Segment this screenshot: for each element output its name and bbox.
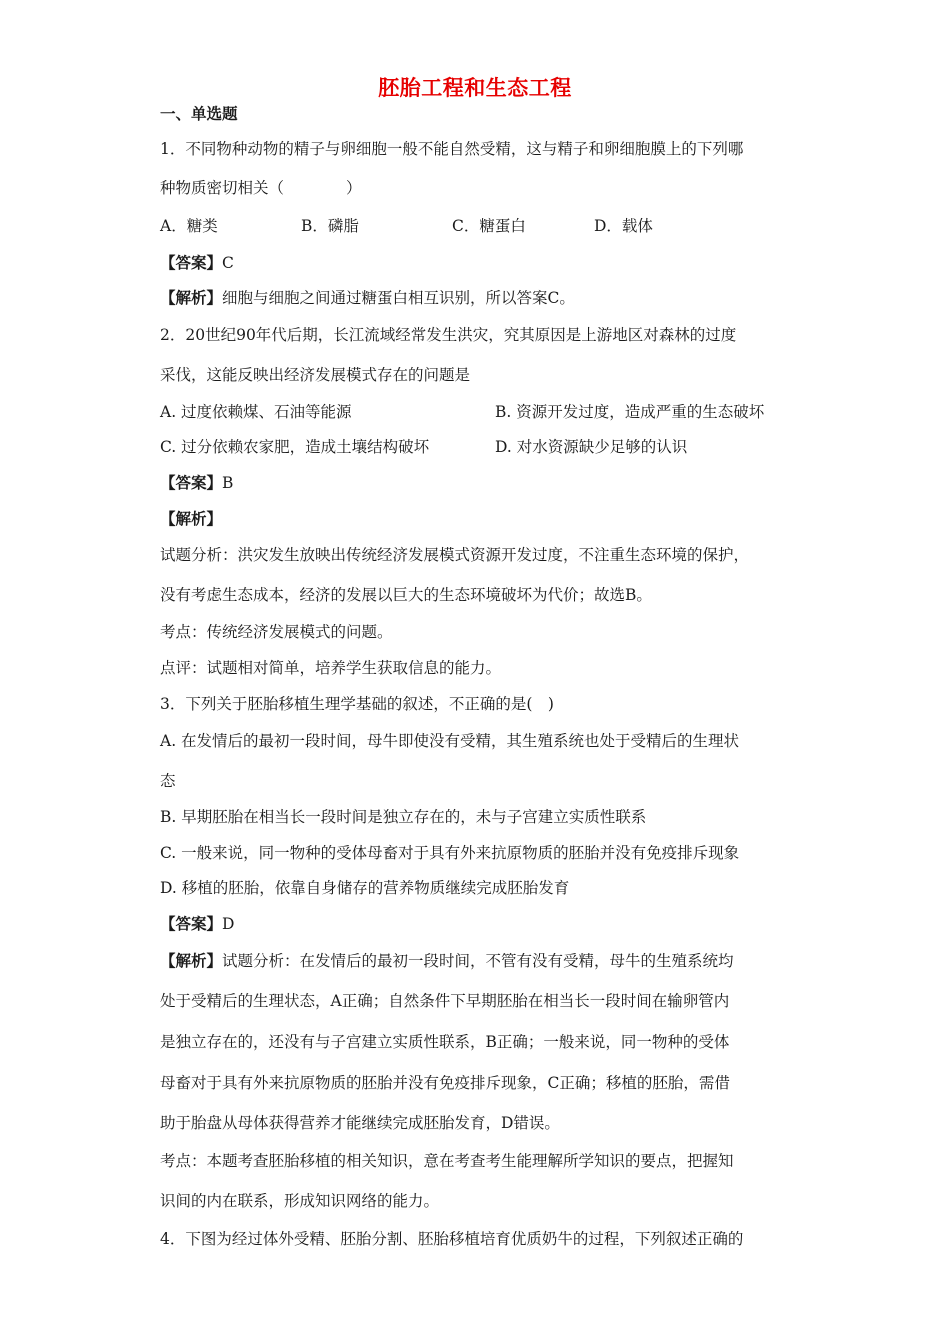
- q4-stem-line1: 4．下图为经过体外受精、胚胎分割、胚胎移植培育优质奶牛的过程，下列叙述正确的: [160, 1230, 744, 1248]
- q1-option-b: B．磷脂: [301, 217, 359, 235]
- q2-stem-line1: 2．20世纪90年代后期，长江流域经常发生洪灾，究其原因是上游地区对森林的过度: [160, 326, 737, 344]
- q2-option-b: B. 资源开发过度，造成严重的生态破坏: [495, 403, 765, 421]
- q1-stem-line1: 1．不同物种动物的精子与卵细胞一般不能自然受精，这与精子和卵细胞膜上的下列哪: [160, 140, 744, 158]
- answer-tag: 【答案】: [160, 473, 223, 492]
- q3-point-line1: 考点：本题考查胚胎移植的相关知识，意在考查考生能理解所学知识的要点，把握知: [160, 1152, 734, 1170]
- section-heading: 一、单选题: [160, 104, 238, 123]
- q2-option-a: A. 过度依赖煤、石油等能源: [160, 403, 352, 421]
- q3-point-line2: 识间的内在联系，形成知识网络的能力。: [160, 1192, 440, 1210]
- q2-option-c: C. 过分依赖农家肥，造成土壤结构破坏: [160, 438, 430, 456]
- answer-tag: 【答案】: [160, 253, 223, 272]
- q3-option-b: B. 早期胚胎在相当长一段时间是独立存在的，未与子宫建立实质性联系: [160, 808, 647, 826]
- analysis-text: 试题分析：在发情后的最初一段时间，不管有没有受精，母牛的生殖系统均: [222, 952, 734, 970]
- answer-tag: 【答案】: [160, 914, 223, 933]
- q1-option-a: A．糖类: [160, 217, 218, 235]
- q3-option-d: D. 移植的胚胎，依靠自身储存的营养物质继续完成胚胎发育: [160, 879, 570, 897]
- q3-stem: 3．下列关于胚胎移植生理学基础的叙述，不正确的是( ): [160, 695, 554, 713]
- q2-answer: [160, 472, 233, 494]
- q3-analysis-line3: 是独立存在的，还没有与子宫建立实质性联系，B正确；一般来说，同一物种的受体: [160, 1033, 730, 1051]
- q1-analysis: [160, 287, 575, 309]
- answer-value: D: [222, 915, 235, 933]
- analysis-tag: 【解析】: [160, 951, 223, 970]
- analysis-tag: 【解析】: [160, 288, 223, 307]
- q2-option-d: D. 对水资源缺少足够的认识: [495, 438, 688, 456]
- q1-stem-line2: 种物质密切相关（ ）: [160, 179, 362, 197]
- q2-analysis-tag: 【解析】: [160, 509, 223, 528]
- q1-answer: [160, 252, 234, 274]
- q3-answer: [160, 913, 234, 935]
- q2-stem-line2: 采伐，这能反映出经济发展模式存在的问题是: [160, 366, 471, 384]
- analysis-text: 细胞与细胞之间通过糖蛋白相互识别，所以答案C。: [222, 289, 575, 307]
- q2-analysis-line1: 试题分析：洪灾发生放映出传统经济发展模式资源开发过度，不注重生态环境的保护，: [160, 546, 750, 564]
- q3-analysis-line5: 助于胎盘从母体获得营养才能继续完成胚胎发育，D错误。: [160, 1114, 560, 1132]
- q3-analysis-line1: [160, 950, 734, 972]
- page-title: 胚胎工程和生态工程: [378, 75, 572, 100]
- q3-option-a-line1: A. 在发情后的最初一段时间，母牛即使没有受精，其生殖系统也处于受精后的生理状: [160, 732, 740, 750]
- answer-value: B: [222, 474, 234, 492]
- q3-analysis-line2: 处于受精后的生理状态，A正确；自然条件下早期胚胎在相当长一段时间在输卵管内: [160, 992, 730, 1010]
- q1-option-c: C．糖蛋白: [452, 217, 526, 235]
- q1-option-d: D．载体: [594, 217, 653, 235]
- q2-analysis-line2: 没有考虑生态成本，经济的发展以巨大的生态环境破坏为代价；故选B。: [160, 586, 652, 604]
- q2-comment: 点评：试题相对简单，培养学生获取信息的能力。: [160, 659, 502, 677]
- q3-option-a-line2: 态: [160, 772, 176, 790]
- q3-option-c: C. 一般来说，同一物种的受体母畜对于具有外来抗原物质的胚胎并没有免疫排斥现象: [160, 844, 740, 862]
- q2-point: 考点：传统经济发展模式的问题。: [160, 623, 393, 641]
- answer-value: C: [222, 254, 234, 272]
- q3-analysis-line4: 母畜对于具有外来抗原物质的胚胎并没有免疫排斥现象，C正确；移植的胚胎，需借: [160, 1074, 730, 1092]
